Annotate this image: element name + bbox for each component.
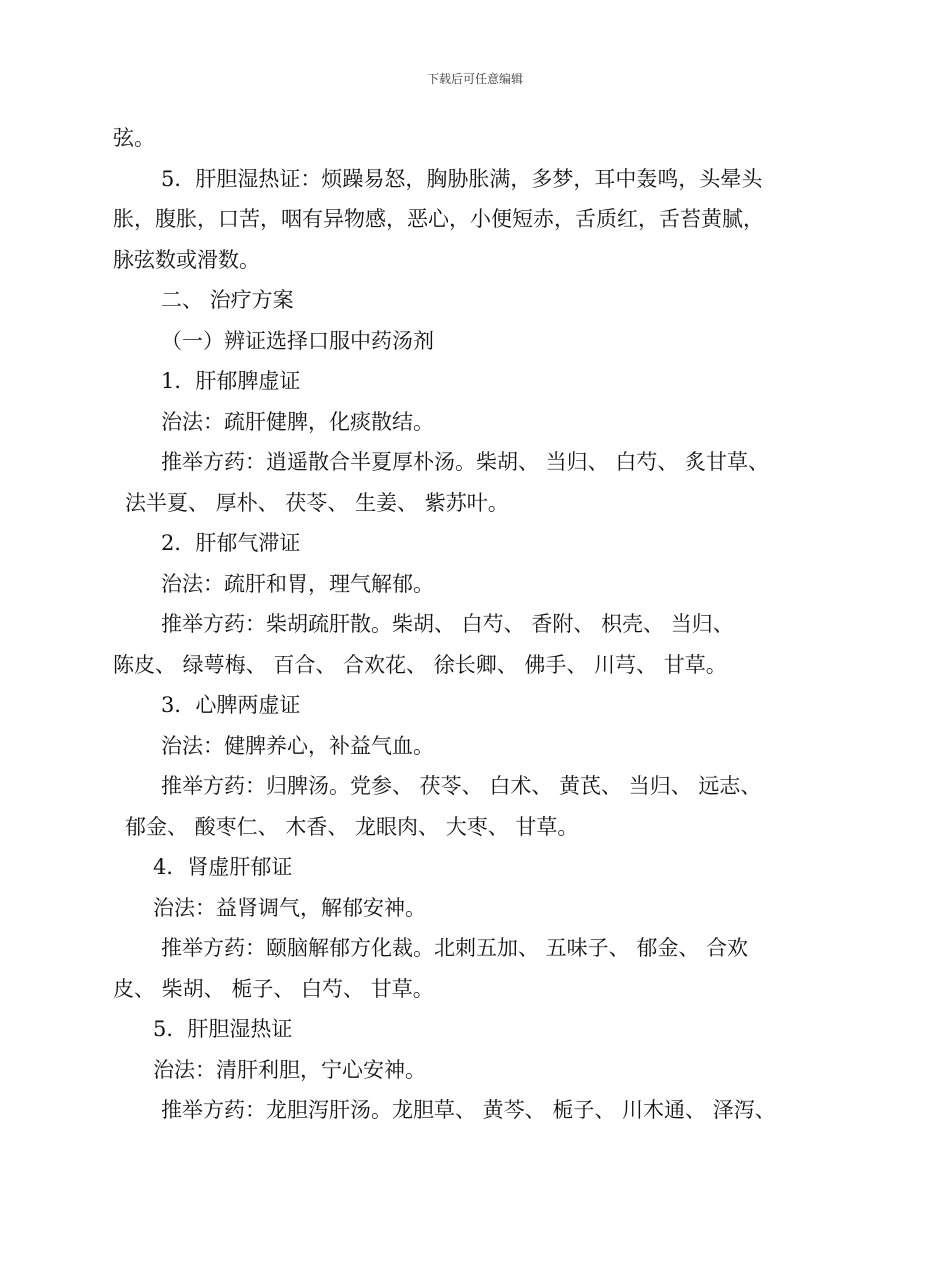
syndrome-heading: 1．肝郁脾虚证 [161, 369, 301, 393]
text-line: 推举方药：颐脑解郁方化裁。北刺五加、 五味子、 郁金、 合欢 [161, 936, 749, 960]
syndrome-heading: 2．肝郁气滞证 [161, 531, 301, 555]
page-header: 下载后可任意编辑 [426, 72, 523, 86]
document-body [113, 118, 853, 1131]
text-line: 陈皮、 绿萼梅、 百合、 合欢花、 徐长卿、 佛手、 川芎、 甘草。 [113, 652, 727, 677]
text-line: 推举方药：柴胡疏肝散。柴胡、 白芍、 香附、 枳壳、 当归、 [161, 612, 734, 636]
subsection-heading: （一）辨证选择口服中药汤剂 [161, 328, 434, 353]
text-line: 治法：疏肝健脾，化痰散结。 [161, 409, 434, 434]
text-line: 推举方药：归脾汤。党参、 茯苓、 白术、 黄芪、 当归、 远志、 [161, 774, 762, 798]
syndrome-heading: 5．肝胆湿热证 [153, 1017, 293, 1041]
section-heading: 二、 治疗方案 [161, 288, 294, 312]
text-line: 治法：疏肝和胃，理气解郁。 [161, 571, 434, 596]
text-line: 治法：益肾调气，解郁安神。 [153, 895, 426, 920]
text-line: 治法：清肝利胆，宁心安神。 [153, 1057, 426, 1082]
text-line: 治法：健脾养心，补益气血。 [161, 733, 434, 758]
text-line: 5．肝胆湿热证：烦躁易怒，胸胁胀满，多梦，耳中轰鸣，头晕头 [161, 166, 763, 191]
text-line: 胀，腹胀，口苦，咽有异物感，恶心，小便短赤，舌质红，舌苔黄腻， [113, 207, 764, 231]
text-line: 皮、 柴胡、 栀子、 白芍、 甘草。 [113, 976, 434, 1001]
text-line: 郁金、 酸枣仁、 木香、 龙眼肉、 大枣、 甘草。 [125, 814, 579, 839]
text-line: 弦。 [113, 126, 155, 150]
text-line: 法半夏、 厚朴、 茯苓、 生姜、 紫苏叶。 [125, 490, 509, 515]
syndrome-heading: 3．心脾两虚证 [161, 693, 301, 717]
text-line: 推举方药：逍遥散合半夏厚朴汤。柴胡、 当归、 白芍、 炙甘草、 [161, 450, 770, 474]
text-line: 推举方药：龙胆泻肝汤。龙胆草、 黄芩、 栀子、 川木通、 泽泻、 [161, 1098, 776, 1122]
syndrome-heading: 4．肾虚肝郁证 [153, 855, 293, 879]
text-line: 脉弦数或滑数。 [113, 247, 260, 272]
